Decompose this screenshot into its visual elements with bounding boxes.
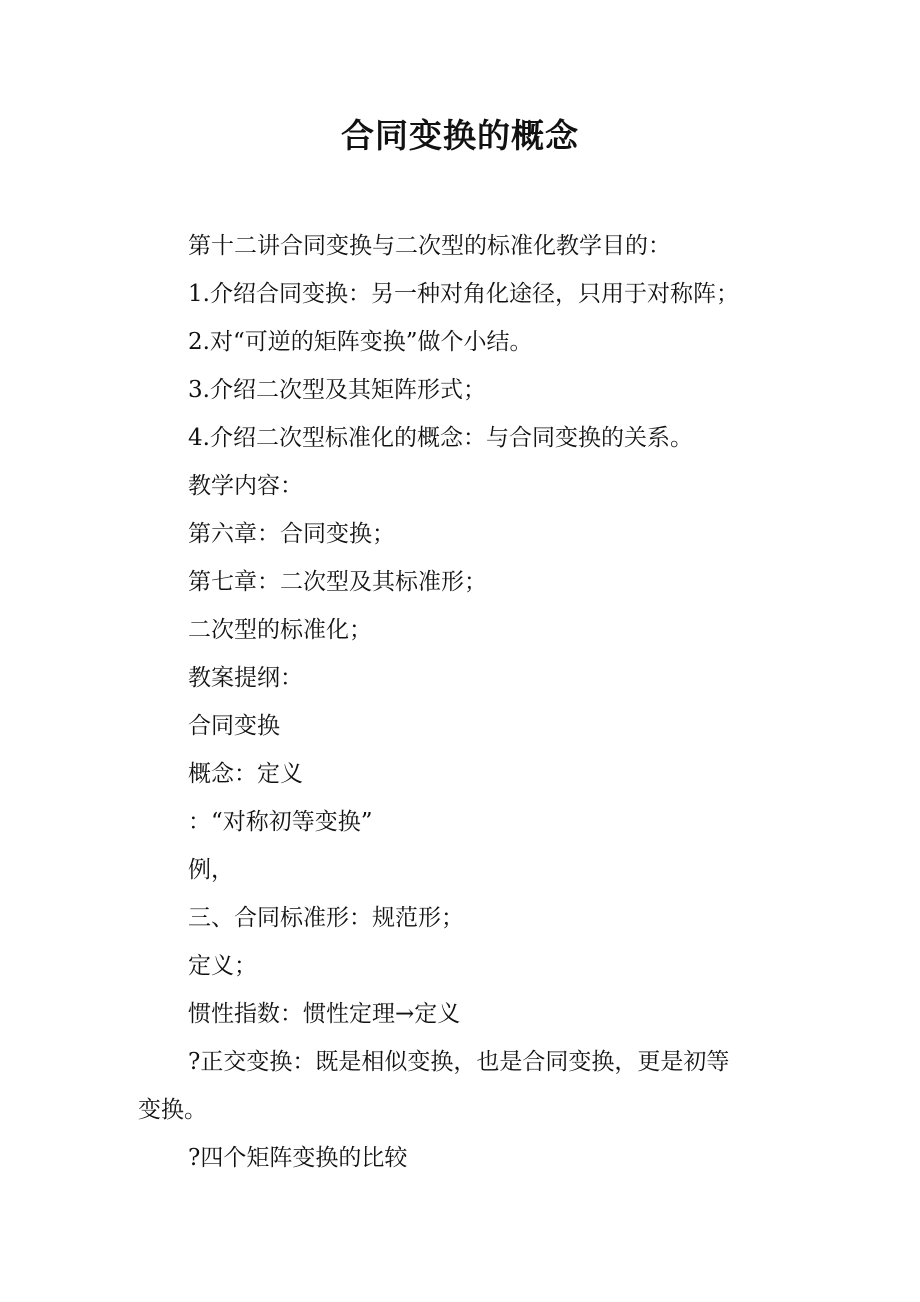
orthogonal-line-2: 变换。 [138, 1097, 207, 1123]
paragraph-comparison: ?四个矩阵变换的比较 [188, 1145, 408, 1171]
paragraph-content-heading: 教学内容： [188, 473, 303, 499]
paragraph-congruent-transform: 合同变换 [188, 713, 280, 739]
paragraph-goal-3: 3.介绍二次型及其矩阵形式； [188, 377, 486, 403]
paragraph-goal-4: 4.介绍二次型标准化的概念：与合同变换的关系。 [188, 425, 693, 451]
document-body [0, 222, 920, 1182]
paragraph-definition: 定义； [188, 953, 257, 979]
document-title: 合同变换的概念 [341, 116, 579, 155]
paragraph-intro: 第十二讲合同变换与二次型的标准化教学目的： [188, 233, 671, 259]
paragraph-goal-2: 2.对“可逆的矩阵变换”做个小结。 [188, 329, 533, 355]
paragraph-outline-heading: 教案提纲： [188, 665, 303, 691]
paragraph-chapter-6: 第六章：合同变换； [188, 521, 395, 547]
paragraph-goal-1: 1.介绍合同变换：另一种对角化途径，只用于对称阵； [188, 281, 739, 307]
paragraph-concept-definition: 概念：定义 [188, 761, 303, 787]
orthogonal-line-1: ?正交变换：既是相似变换，也是合同变换，更是初等 [188, 1049, 730, 1075]
paragraph-chapter-7: 第七章：二次型及其标准形； [188, 569, 487, 595]
paragraph-inertia: 惯性指数：惯性定理→定义 [188, 1001, 461, 1027]
paragraph-orthogonal-transform [0, 1038, 920, 1134]
paragraph-standardization: 二次型的标准化； [188, 617, 372, 643]
paragraph-canonical-form: 三、合同标准形：规范形； [188, 905, 464, 931]
paragraph-example: 例， [188, 857, 234, 883]
paragraph-symmetric-elementary: ：“对称初等变换” [188, 809, 373, 835]
